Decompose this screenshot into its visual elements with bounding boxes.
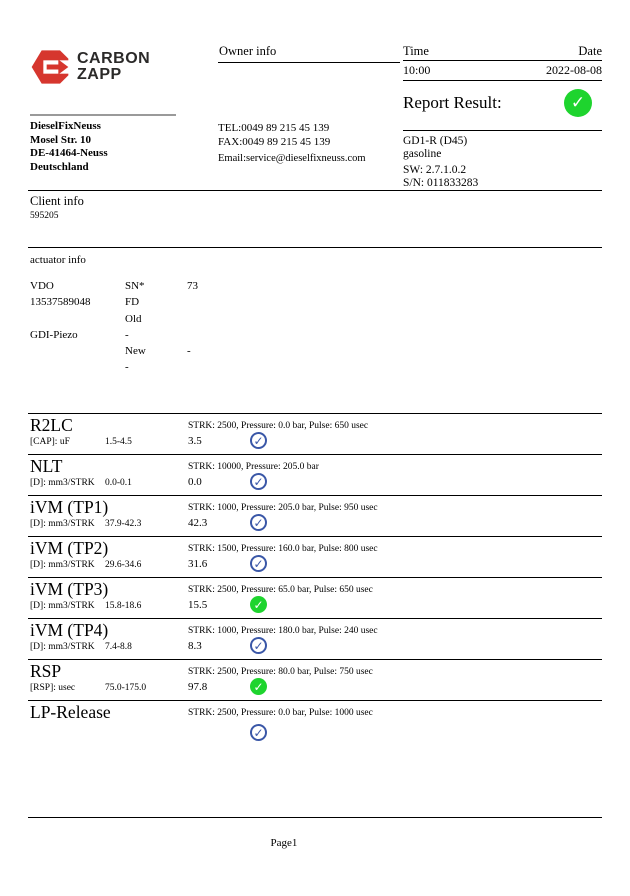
- owner-country: Deutschland: [30, 160, 89, 173]
- test-row-ivm-tp3: [28, 577, 602, 618]
- time-label: Time: [403, 44, 429, 58]
- actuator-part-number: 13537589048: [30, 296, 91, 309]
- machine-model: GD1-R (D45): [403, 135, 468, 147]
- test-row-ivm-tp4: [28, 618, 602, 659]
- test-range: 1.5-4.5: [105, 437, 132, 447]
- actuator-make: VDO: [30, 280, 54, 292]
- carbonzapp-logo-icon: [30, 46, 70, 88]
- actuator-section-divider: [28, 247, 602, 248]
- test-title: NLT: [30, 456, 63, 476]
- test-title: iVM (TP4): [30, 620, 109, 640]
- test-pass-icon: ✓: [250, 678, 267, 695]
- test-unit: [D]: mm3/STRK: [30, 642, 95, 652]
- test-value: 0.0: [188, 476, 202, 488]
- owner-info-header: [218, 44, 400, 63]
- test-value: 8.3: [188, 640, 202, 652]
- time-date-block: [403, 44, 602, 117]
- actuator-field-label: Old: [125, 312, 142, 325]
- owner-fax: FAX:0049 89 215 45 139: [218, 136, 331, 148]
- test-results-list: [28, 413, 602, 750]
- machine-fuel: gasoline: [403, 148, 442, 160]
- test-title: iVM (TP3): [30, 579, 109, 599]
- test-conditions: STRK: 1000, Pressure: 205.0 bar, Pulse: 950 usec: [188, 503, 378, 513]
- test-title: iVM (TP1): [30, 497, 109, 517]
- test-value: 97.8: [188, 681, 208, 693]
- test-pass-icon: ✓: [250, 514, 267, 531]
- actuator-field-label: New: [125, 345, 146, 358]
- actuator-field-value: 73: [187, 280, 198, 292]
- test-unit: [D]: mm3/STRK: [30, 560, 95, 570]
- machine-software-version: SW: 2.7.1.0.2: [403, 164, 467, 176]
- actuator-cell-empty: [30, 359, 125, 375]
- test-conditions: STRK: 2500, Pressure: 0.0 bar, Pulse: 650 usec: [188, 421, 369, 431]
- test-row-rsp: [28, 659, 602, 700]
- time-value: 10:00: [403, 63, 431, 77]
- time-date-header-row: [403, 44, 602, 61]
- owner-tel: TEL:0049 89 215 45 139: [218, 122, 330, 134]
- test-range: 29.6-34.6: [105, 560, 142, 570]
- page-number: Page1: [270, 837, 298, 849]
- test-value: 31.6: [188, 558, 208, 570]
- owner-address: [30, 114, 176, 174]
- test-pass-icon: ✓: [250, 473, 267, 490]
- test-value: 42.3: [188, 517, 208, 529]
- test-range: 7.4-8.8: [105, 642, 132, 652]
- actuator-cell-empty: [30, 343, 125, 359]
- client-info-block: [30, 194, 84, 221]
- client-info-value: 595205: [30, 211, 59, 221]
- report-result-label: Report Result:: [403, 93, 502, 112]
- test-unit: [D]: mm3/STRK: [30, 601, 95, 611]
- client-info-label: Client info: [30, 194, 84, 208]
- test-range: 0.0-0.1: [105, 478, 132, 488]
- logo-line1: CARBON: [77, 50, 151, 67]
- test-conditions: STRK: 2500, Pressure: 0.0 bar, Pulse: 1000 usec: [188, 708, 373, 718]
- time-date-value-row: [403, 61, 602, 81]
- test-pass-icon: ✓: [250, 724, 267, 741]
- test-unit: [RSP]: usec: [30, 683, 76, 693]
- test-pass-icon: ✓: [250, 432, 267, 449]
- actuator-field-value: -: [187, 345, 191, 358]
- client-section-divider: [28, 190, 602, 191]
- actuator-type: GDI-Piezo: [30, 328, 78, 341]
- test-value: 15.5: [188, 599, 208, 611]
- test-row-nlt: [28, 454, 602, 495]
- test-range: 75.0-175.0: [105, 683, 147, 693]
- owner-street: Mosel Str. 10: [30, 133, 92, 146]
- test-title: iVM (TP2): [30, 538, 109, 558]
- test-range: 37.9-42.3: [105, 519, 142, 529]
- test-conditions: STRK: 10000, Pressure: 205.0 bar: [188, 462, 319, 472]
- owner-contact: [218, 121, 366, 164]
- test-value: 3.5: [188, 435, 202, 447]
- test-pass-icon: ✓: [250, 596, 267, 613]
- actuator-field-value: [187, 327, 247, 343]
- test-conditions: STRK: 1000, Pressure: 180.0 bar, Pulse: 240 usec: [188, 626, 378, 636]
- actuator-field-label: -: [125, 328, 129, 341]
- actuator-field-label: SN*: [125, 280, 145, 292]
- test-unit: [CAP]: uF: [30, 437, 70, 447]
- date-value: 2022-08-08: [546, 63, 602, 77]
- owner-info-label: Owner info: [218, 44, 400, 63]
- test-unit: [D]: mm3/STRK: [30, 478, 95, 488]
- owner-name: DieselFixNeuss: [30, 120, 101, 132]
- logo-wordmark: [77, 51, 150, 83]
- test-title: RSP: [30, 661, 62, 681]
- actuator-field-label: -: [125, 361, 129, 374]
- actuator-field-value: [187, 294, 247, 310]
- carbonzapp-logo: [30, 46, 150, 88]
- report-result-row: [403, 89, 602, 117]
- test-pass-icon: ✓: [250, 555, 267, 572]
- footer-divider: [28, 817, 602, 818]
- test-row-ivm-tp2: [28, 536, 602, 577]
- date-label: Date: [578, 44, 602, 58]
- test-conditions: STRK: 2500, Pressure: 65.0 bar, Pulse: 650 usec: [188, 585, 373, 595]
- test-row-r2lc: [28, 413, 602, 454]
- test-pass-icon: ✓: [250, 637, 267, 654]
- machine-serial-number: S/N: 011833283: [403, 177, 479, 189]
- test-row-lp-release: [28, 700, 602, 750]
- test-title: R2LC: [30, 415, 73, 435]
- owner-city: DE-41464-Neuss: [30, 147, 108, 159]
- actuator-field-label: FD: [125, 296, 140, 309]
- actuator-field-value: [187, 311, 247, 327]
- machine-info: [403, 130, 602, 190]
- actuator-field-value: [187, 359, 247, 375]
- report-result-pass-icon: ✓: [564, 89, 592, 117]
- test-conditions: STRK: 1500, Pressure: 160.0 bar, Pulse: 800 usec: [188, 544, 378, 554]
- test-unit: [D]: mm3/STRK: [30, 519, 95, 529]
- logo-line2: ZAPP: [77, 66, 122, 83]
- owner-email: Email:service@dieselfixneuss.com: [218, 153, 366, 164]
- actuator-info-label: actuator info: [30, 254, 86, 266]
- actuator-cell-empty: [30, 311, 125, 327]
- test-title: LP-Release: [30, 702, 111, 722]
- test-conditions: STRK: 2500, Pressure: 80.0 bar, Pulse: 750 usec: [188, 667, 373, 677]
- test-range: 15.8-18.6: [105, 601, 142, 611]
- actuator-info-table: [30, 278, 247, 376]
- test-row-ivm-tp1: [28, 495, 602, 536]
